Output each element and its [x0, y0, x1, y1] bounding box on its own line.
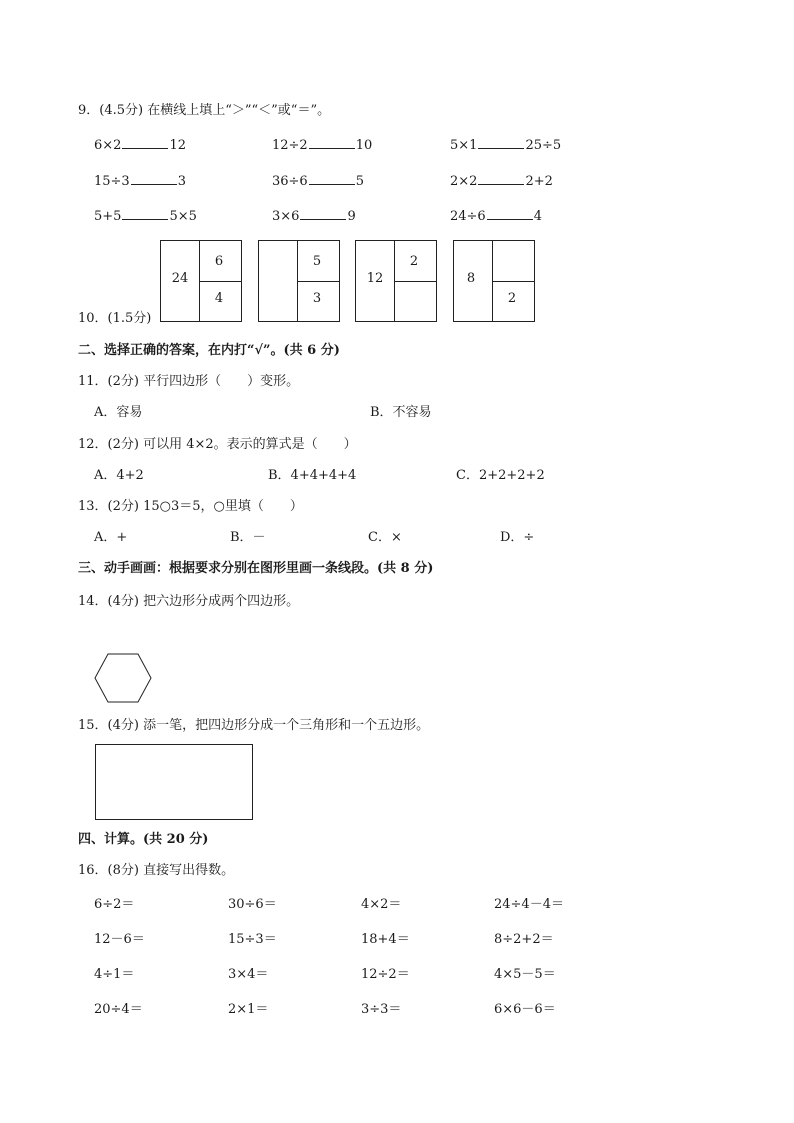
- section4-heading: 四、计算。(共 20 分): [78, 832, 209, 847]
- q13-option-c[interactable]: C．×: [368, 530, 402, 545]
- calc-item[interactable]: 4×2＝: [361, 897, 402, 912]
- q12-option-b[interactable]: B．4+4+4+4: [268, 468, 357, 483]
- q15-stem: 15．(4分) 添一笔，把四边形分成一个三角形和一个五边形。: [78, 718, 430, 733]
- section2-heading: 二、选择正确的答案，在内打“√”。(共 6 分): [78, 343, 340, 358]
- q9-item[interactable]: 6×2 12: [94, 138, 186, 153]
- answer-blank[interactable]: [478, 172, 524, 185]
- q9-item[interactable]: 12÷2 10: [272, 138, 373, 153]
- q16-stem: 16．(8分) 直接写出得数。: [78, 863, 235, 878]
- box-bottom-number: 2: [507, 291, 517, 306]
- q12-option-c[interactable]: C．2+2+2+2: [456, 468, 545, 483]
- calc-item[interactable]: 12÷2＝: [361, 967, 410, 982]
- q13-option-d[interactable]: D．÷: [500, 530, 535, 545]
- answer-blank[interactable]: [122, 136, 168, 149]
- calc-item[interactable]: 6×6－6＝: [494, 1002, 556, 1017]
- box-top-number: 6: [214, 254, 224, 269]
- q14-stem: 14．(4分) 把六边形分成两个四边形。: [78, 594, 300, 609]
- answer-blank[interactable]: [478, 136, 524, 149]
- calc-item[interactable]: 3×4＝: [228, 967, 269, 982]
- q13-option-b[interactable]: B．－: [230, 530, 266, 545]
- q9-item[interactable]: 5+5 5×5: [94, 209, 197, 224]
- q12-option-a[interactable]: A．4+2: [94, 468, 144, 483]
- number-box[interactable]: [355, 240, 437, 322]
- q9-item[interactable]: 36÷6 5: [272, 174, 364, 189]
- hexagon-shape[interactable]: [94, 652, 154, 704]
- answer-blank[interactable]: [309, 172, 355, 185]
- calc-item[interactable]: 24÷4－4＝: [494, 897, 564, 912]
- q9-item[interactable]: 5×1 25÷5: [450, 138, 562, 153]
- q10-title: 10．(1.5分): [78, 311, 152, 326]
- box-bottom-number: 3: [312, 291, 322, 306]
- calc-item[interactable]: 3÷3＝: [361, 1002, 402, 1017]
- calc-item[interactable]: 30÷6＝: [228, 897, 277, 912]
- answer-blank[interactable]: [122, 207, 168, 220]
- calc-item[interactable]: 18+4＝: [361, 932, 410, 947]
- q11-option-b[interactable]: B．不容易: [370, 405, 432, 420]
- box-top-number: 5: [312, 254, 322, 269]
- calc-item[interactable]: 4×5－5＝: [494, 967, 556, 982]
- q11-option-a[interactable]: A．容易: [94, 405, 143, 420]
- answer-blank[interactable]: [487, 207, 533, 220]
- box-left-number: 12: [366, 271, 384, 286]
- calc-item[interactable]: 2×1＝: [228, 1002, 269, 1017]
- q13-stem: 13．(2分) 15○3＝5，○里填（ ）: [78, 499, 303, 514]
- q9-item[interactable]: 3×6 9: [272, 209, 356, 224]
- answer-blank[interactable]: [131, 172, 177, 185]
- answer-blank[interactable]: [300, 207, 346, 220]
- number-box[interactable]: [160, 240, 242, 322]
- q9-title: 9．(4.5分) 在横线上填上“＞”“＜”或“＝”。: [78, 103, 331, 118]
- answer-blank[interactable]: [309, 136, 355, 149]
- box-top-number: 2: [409, 254, 419, 269]
- box-left-number: 24: [171, 271, 189, 286]
- section3-heading: 三、动手画画：根据要求分别在图形里画一条线段。(共 8 分): [78, 561, 434, 576]
- calc-item[interactable]: 15÷3＝: [228, 932, 277, 947]
- q9-item[interactable]: 15÷3 3: [94, 174, 186, 189]
- q9-item[interactable]: 2×2 2+2: [450, 174, 553, 189]
- calc-item[interactable]: 6÷2＝: [94, 897, 135, 912]
- number-box[interactable]: [453, 240, 535, 322]
- calc-item[interactable]: 12－6＝: [94, 932, 145, 947]
- box-left-number: 8: [466, 271, 476, 286]
- calc-item[interactable]: 8÷2+2＝: [494, 932, 554, 947]
- box-bottom-number: 4: [214, 291, 224, 306]
- q9-item[interactable]: 24÷6 4: [450, 209, 542, 224]
- q11-stem: 11．(2分) 平行四边形（ ）变形。: [78, 374, 300, 389]
- q13-option-a[interactable]: A．+: [94, 530, 128, 545]
- q12-stem: 12．(2分) 可以用 4×2。表示的算式是（ ）: [78, 437, 357, 452]
- calc-item[interactable]: 20÷4＝: [94, 1002, 143, 1017]
- calc-item[interactable]: 4÷1＝: [94, 967, 135, 982]
- rectangle-shape[interactable]: [95, 744, 253, 820]
- number-box[interactable]: [258, 240, 340, 322]
